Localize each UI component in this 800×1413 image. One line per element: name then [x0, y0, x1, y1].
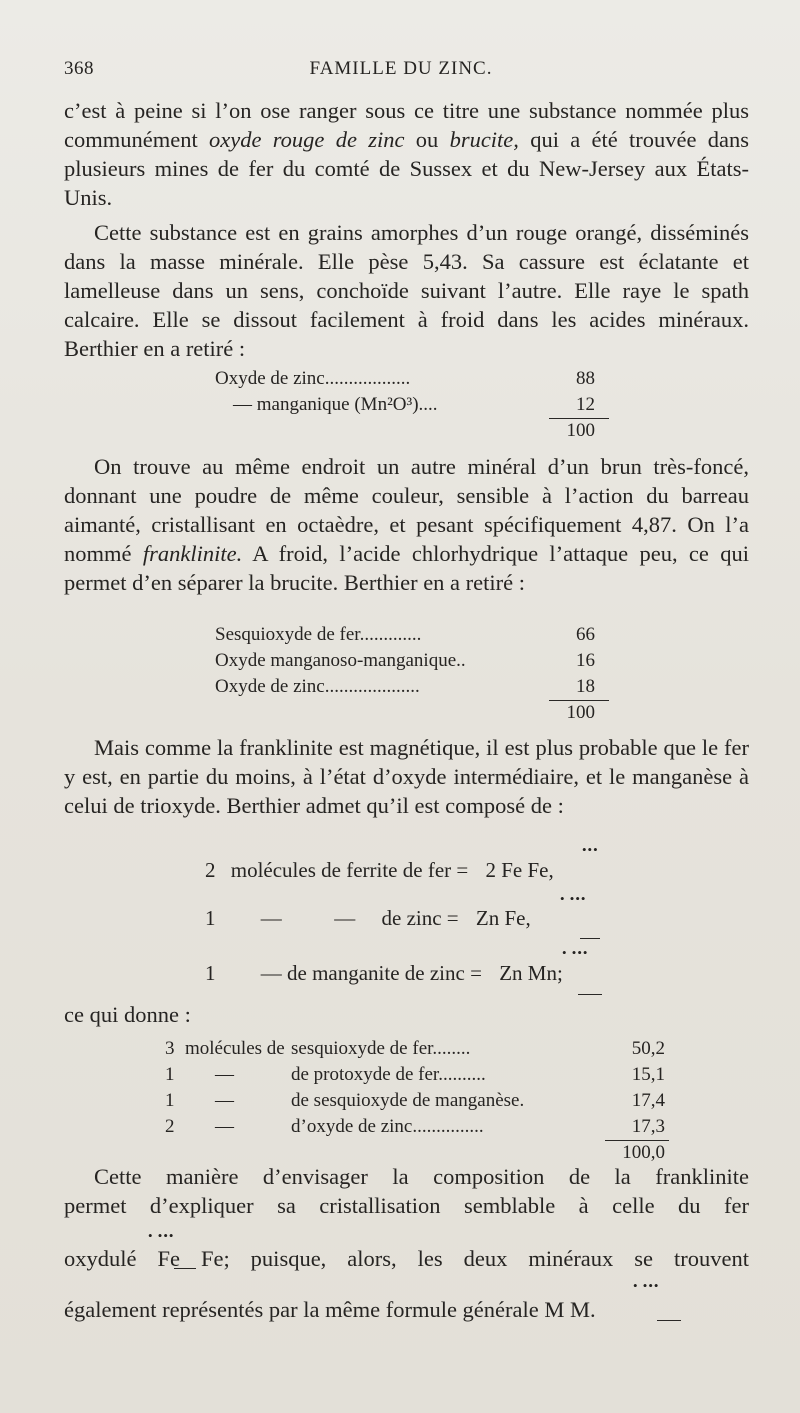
paragraph-brucite-properties [64, 218, 749, 363]
para2-text: Cette substance est en grains amorphes d’un rouge orangé, disséminés dans la masse minérale. Elle pèse 5,43. Sa cassure est éclatante et lamelleuse dans un sens, conchoïde suivant l’autre. Elle raye le spath calcaire. Elle se dissout facilement à froid dans les acides minéraux. Berthier en a retiré : [64, 220, 749, 361]
table-row: 2 — d’oxyde de zinc............... 17,3 [165, 1116, 665, 1137]
total-value: 100 [566, 420, 595, 441]
ce-qui-donne: ce qui donne : [64, 1002, 191, 1027]
running-title: FAMILLE DU ZINC. [309, 58, 493, 79]
formula-line-1: 2 molécules de ferrite de fer = 2 Fe Fe, [205, 858, 554, 882]
formula-line-3: 1 — de manganite de zinc = Zn Mn; [205, 961, 563, 985]
table-row: 1 — de sesquioxyde de manganèse. 17,4 [165, 1090, 665, 1111]
para1-text-2: ou [404, 127, 450, 152]
formula-overbar [174, 1268, 196, 1269]
table-row: 3 molécules de sesquioxyde de fer........ 50,2 [165, 1038, 665, 1059]
paragraph-magnetic [64, 733, 749, 820]
table-row: Oxyde manganoso-manganique.. 16 [215, 650, 595, 671]
page-number: 368 [64, 58, 94, 79]
para3-text-1: On trouve au même endroit un autre minéral d’un brun très-foncé, donnant une poudre de même couleur, sensible à l’action du barreau aimanté, cristallisant en octaèdre, et pesant spécifiquement 4,87. On l’a nommé [64, 454, 749, 566]
paragraph-brucite-intro [64, 96, 749, 212]
formula-overbar [580, 938, 600, 939]
table-row: Sesquioxyde de fer............. 66 [215, 624, 595, 645]
page-header [64, 58, 738, 88]
formula-line-2: 1 — — de zinc = Zn Fe, [205, 906, 531, 930]
para5-line-3: oxydulé Fe Fe; puisque, alors, les deux minéraux se trouvent [64, 1246, 749, 1271]
total-value: 100 [566, 702, 595, 723]
table-row: 1 — de protoxyde de fer.......... 15,1 [165, 1064, 665, 1085]
formula-overbar [657, 1320, 681, 1321]
composition-table-molecules [165, 1036, 665, 1166]
valence-dots: ••• [582, 842, 599, 857]
table-row: Oxyde de zinc.................. 88 [215, 368, 595, 389]
para5-line-2: permet d’expliquer sa cristallisation semblable à celle du fer [64, 1193, 749, 1218]
composition-table-franklinite [215, 622, 595, 724]
term-oxyde-rouge: oxyde rouge de zinc [209, 127, 405, 152]
valence-dots: • ••• [633, 1278, 660, 1293]
para5-line-1: Cette manière d’envisager la composition de la franklinite [94, 1164, 749, 1189]
paragraph-franklinite [64, 452, 749, 597]
total-value: 100,0 [622, 1142, 665, 1163]
table-total-row [215, 418, 595, 442]
table-total-row [215, 700, 595, 724]
valence-dots: • ••• [148, 1228, 175, 1243]
para1-text-1: c’est à peine si l’on ose ranger sous ce titre une substance nommée plus communément [64, 98, 749, 152]
term-franklinite: franklinite. [142, 541, 243, 566]
para5-line-4: également représentés par la même formule générale M M. [64, 1297, 596, 1322]
valence-dots: • ••• [562, 945, 589, 960]
term-brucite: brucite, [449, 127, 519, 152]
para1-text-3: qui a été trouvée dans plusieurs mines de fer du comté de Sussex et du New-Jersey aux États-Unis. [64, 127, 750, 210]
para3-text-2: A froid, l’acide chlorhydrique l’attaque peu, ce qui permet d’en séparer la brucite. Berthier en a retiré : [64, 541, 749, 595]
composition-table-brucite [215, 366, 595, 442]
valence-dots: • ••• [560, 891, 587, 906]
formula-overbar [578, 994, 602, 995]
table-row: Oxyde de zinc.................... 18 [215, 676, 595, 697]
para4-text: Mais comme la franklinite est magnétique, il est plus probable que le fer y est, en partie du moins, à l’état d’oxyde intermédiaire, et le manganèse à celui de trioxyde. Berthier admet qu’il est composé de : [64, 735, 749, 818]
table-row: — manganique (Mn²O³).... 12 [233, 394, 595, 415]
